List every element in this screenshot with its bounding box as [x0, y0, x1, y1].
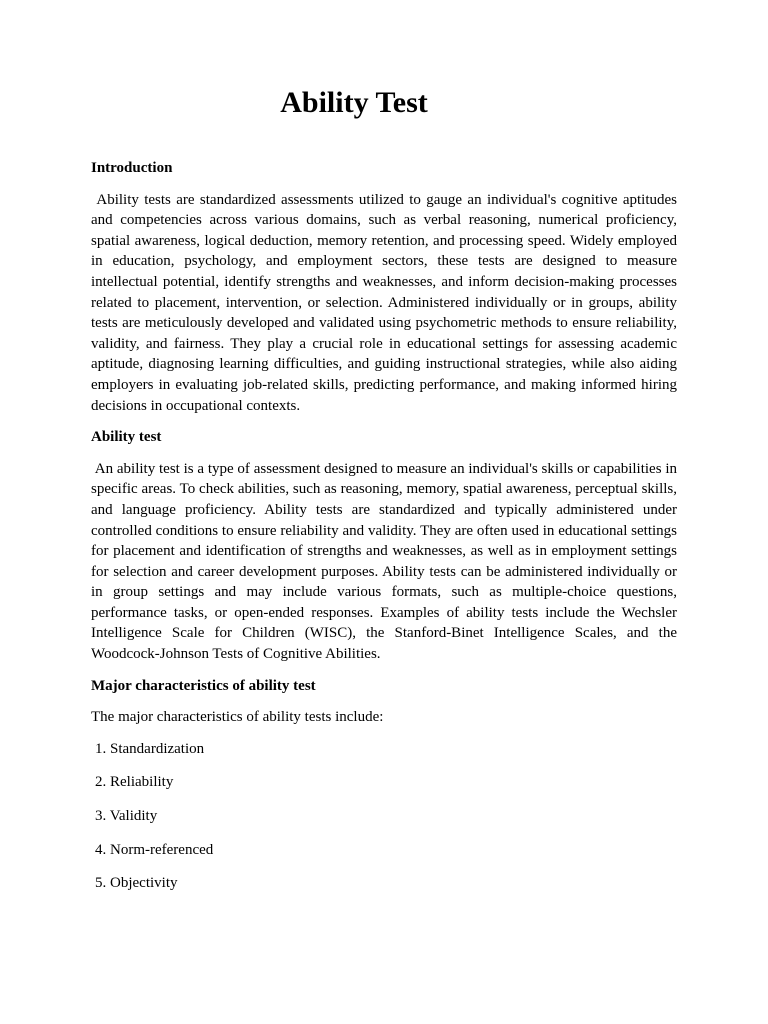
- list-item: 4. Norm-referenced: [95, 841, 214, 858]
- list-item: 3. Validity: [95, 808, 158, 825]
- section-heading-major-characteristics: Major characteristics of ability test: [91, 677, 316, 694]
- characteristics-list: [91, 739, 677, 894]
- list-item: 2. Reliability: [95, 774, 174, 791]
- section-heading-introduction: Introduction: [91, 160, 173, 176]
- paragraph-ability-test: An ability test is a type of assessment designed to measure an individual's skills or capabilities in specific areas. To check abilities, such as reasoning, memory, spatial awareness, perceptual skills, and language proficiency. Ability tests are standardized and typically administered under controlled conditions to ensure reliability and validity. They are often used in educational settings for placement and identification of strengths and weaknesses, as well as in employment settings for selection and career development purposes. Ability tests can be administered individually or in group settings and may include various formats, such as multiple-choice questions, performance tasks, or open-ended responses. Examples of ability tests include the Wechsler Intelligence Scale for Children (WISC), the Stanford-Binet Intelligence Scales, and the Woodcock-Johnson Tests of Cognitive Abilities.: [91, 460, 681, 663]
- document-body: [91, 158, 681, 907]
- section-heading-ability-test: Ability test: [91, 429, 162, 446]
- list-item: 5. Objectivity: [95, 875, 178, 892]
- document-title: Ability Test: [280, 86, 428, 119]
- paragraph-introduction: Ability tests are standardized assessments utilized to gauge an individual's cognitive aptitudes and competencies across various domains, such as verbal reasoning, numerical proficiency, spatial awareness, logical deduction, memory retention, and processing speed. Widely employed in education, psychology, and employment sectors, these tests are designed to measure intellectual potential, identify strengths and weaknesses, and inform decision-making processes related to placement, intervention, or selection. Administered individually or in groups, ability tests are meticulously developed and validated using psychometric methods to ensure reliability, validity, and fairness. They play a crucial role in educational settings for assessing academic aptitude, diagnosing learning difficulties, and guiding instructional strategies, while also aiding employers in evaluating job-related skills, predicting performance, and making informed hiring decisions in occupational contexts.: [91, 191, 681, 414]
- paragraph-characteristics-intro: The major characteristics of ability tests include:: [91, 709, 384, 726]
- list-item: 1. Standardization: [95, 740, 205, 757]
